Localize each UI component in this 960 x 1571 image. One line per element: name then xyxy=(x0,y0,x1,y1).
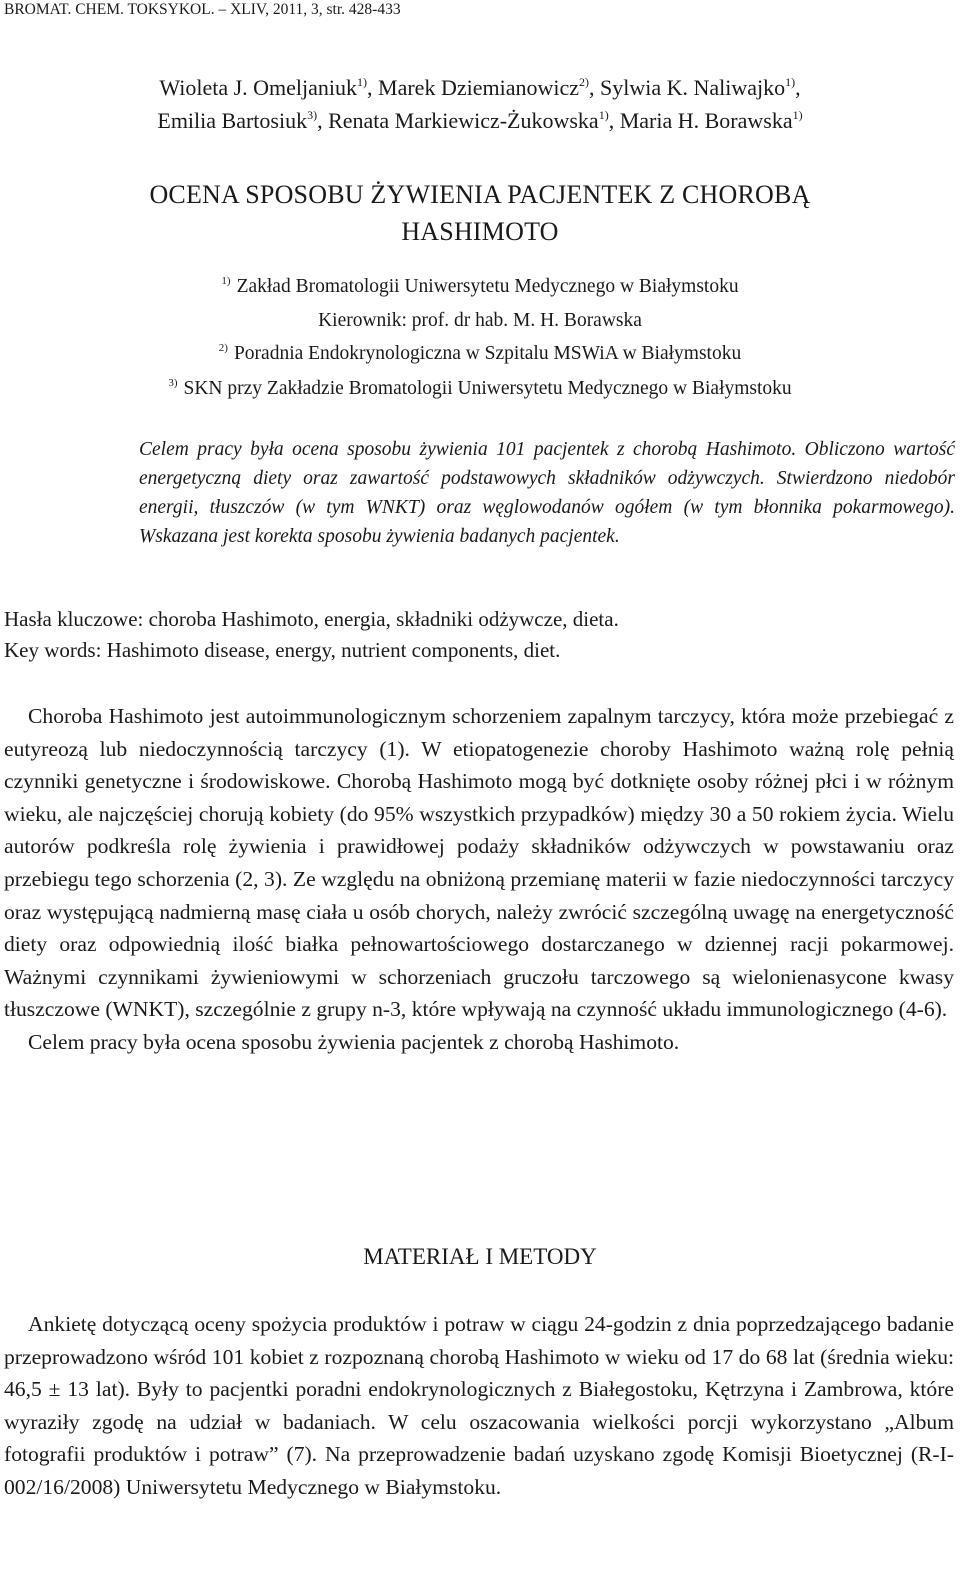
keywords-pl: Hasła kluczowe: choroba Hashimoto, energia, składniki odżywcze, dieta. xyxy=(4,607,619,631)
author: Emilia Bartosiuk$^{3)}$, xyxy=(157,108,329,133)
journal-header: BROMAT. CHEM. TOKSYKOL. – XLIV, 2011, 3, str. 428-433 xyxy=(4,1,401,18)
author: Sylwia K. Naliwajko$^{1)}$, xyxy=(600,75,801,100)
introduction xyxy=(4,700,954,1059)
author: Marek Dziemianowicz$^{2)}$, xyxy=(378,75,600,100)
title-line-2: HASHIMOTO xyxy=(401,217,559,246)
authors-line-2 xyxy=(0,105,960,137)
affiliation-head: Kierownik: prof. dr hab. M. H. Borawska xyxy=(318,310,642,331)
title-line-1: OCENA SPOSOBU ŻYWIENIA PACJENTEK Z CHOROBĄ xyxy=(149,180,811,209)
author: Maria H. Borawska$^{1)}$ xyxy=(619,108,803,133)
authors-line-1 xyxy=(0,72,960,104)
paper-title xyxy=(0,176,960,250)
paragraph: Choroba Hashimoto jest autoimmunologicznym schorzeniem zapalnym tarczycy, która może przebiegać z eutyreozą lub niedoczynnością tarczycy (1). W etiopatogenezie choroby Hashimoto ważną rolę pełnią czynniki genetyczne i środowiskowe. Chorobą Hashimoto mogą być dotknięte osoby różnej płci i w różnym wieku, ale najczęściej chorują kobiety (do 95% wszystkich przypadków) między 30 a 50 rokiem życia. Wielu autorów podkreśla rolę żywienia i prawidłowej podaży składników odżywczych w powstawaniu oraz przebiegu tego schorzenia (2, 3). Ze względu na obniżoną przemianę materii w fazie niedoczynności tarczycy oraz występującą nadmierną masę ciała u osób chorych, należy zwrócić szczególną uwagę na energetyczność diety oraz odpowiednią ilość białka pełnowartościowego dostarczanego w dziennej racji pokarmowej. Ważnymi czynnikami żywieniowymi w schorzeniach gruczołu tarczowego są wielonienasycone kwasy tłuszczowe (WNKT), szczególnie z grupy n-3, które wpływają na czynność układu immunologicznego (4-6). xyxy=(4,704,954,1022)
affiliation-1: $^{1)}$ Zakład Bromatologii Uniwersytetu Medycznego w Białymstoku xyxy=(221,275,739,297)
abstract: Celem pracy była ocena sposobu żywienia 101 pacjentek z chorobą Hashimoto. Obliczono wartość energetyczną diety oraz zawartość podstawowych składników odżywczych. Stwierdzono niedobór energii, tłuszczów (w tym WNKT) oraz węglowodanów ogółem (w tym błonnika pokarmowego). Wskazana jest korekta sposobu żywienia badanych pacjentek. xyxy=(139,439,955,547)
paragraph: Ankietę dotyczącą oceny spożycia produktów i potraw w ciągu 24-godzin z dnia poprzedzającego badanie przeprowadzono wśród 101 kobiet z rozpoznaną chorobą Hashimoto w wieku od 17 do 68 lat (średnia wieku: 46,5 ± 13 lat). Były to pacjentki poradni endokrynologicznych z Białegostoku, Kętrzyna i Zambrowa, które wyraziły zgodę na udział w badaniach. W celu oszacowania wielkości porcji wykorzystano „Album fotografii produktów i potraw” (7). Na przeprowadzenie badań uzyskano zgodę Komisji Bioetycznej (R-I-002/16/2008) Uniwersytetu Medycznego w Białymstoku. xyxy=(4,1312,954,1499)
section-heading: MATERIAŁ I METODY xyxy=(363,1244,597,1269)
affiliation-3: $^{3)}$ SKN przy Zakładzie Bromatologii Uniwersytetu Medycznego w Białymstoku xyxy=(168,377,792,399)
paragraph: Celem pracy była ocena sposobu żywienia pacjentek z chorobą Hashimoto. xyxy=(28,1029,680,1054)
keywords-en: Key words: Hashimoto disease, energy, nutrient components, diet. xyxy=(4,638,561,662)
methods xyxy=(4,1308,954,1504)
author: Wioleta J. Omeljaniuk$^{1)}$, xyxy=(159,75,379,100)
author: Renata Markiewicz-Żukowska$^{1)}$, xyxy=(328,108,620,133)
affiliation-2: $^{2)}$ Poradnia Endokrynologiczna w Szpitalu MSWiA w Białymstoku xyxy=(218,342,742,364)
